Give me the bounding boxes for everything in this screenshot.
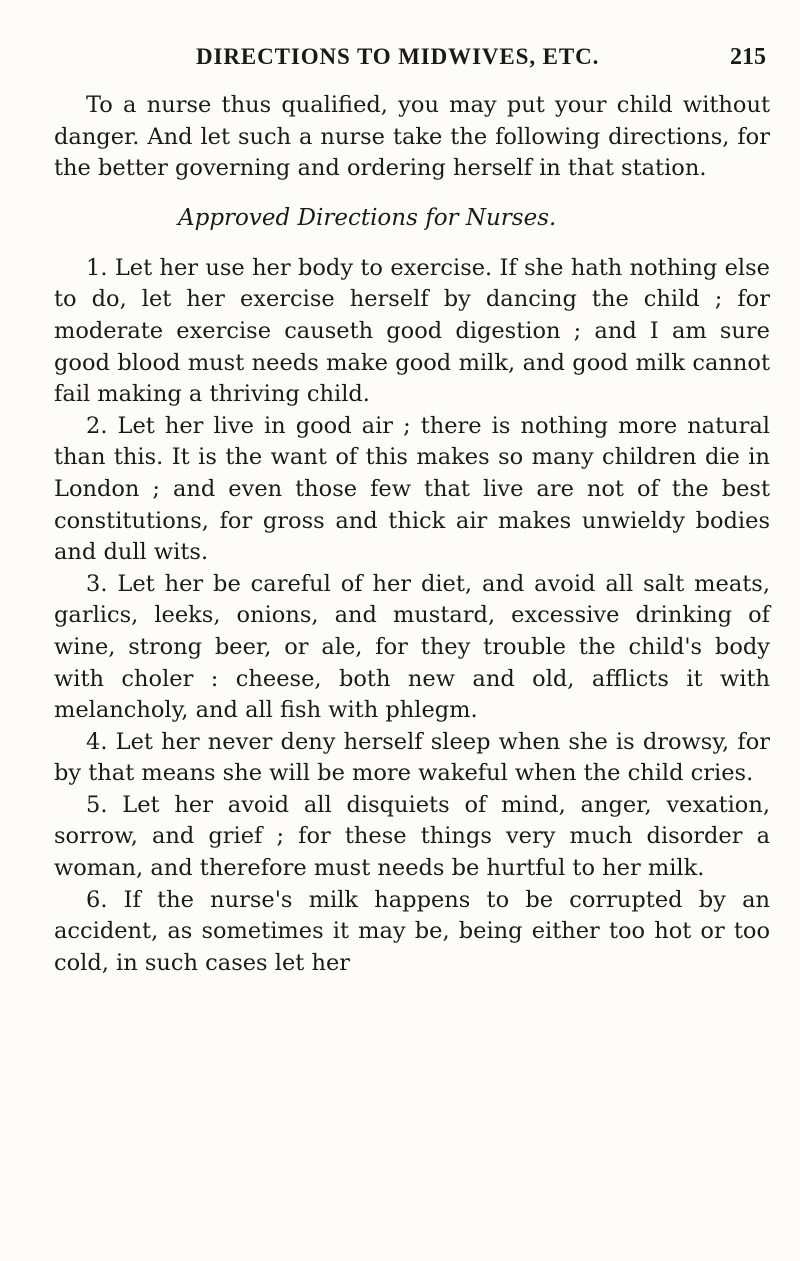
intro-paragraph: To a nurse thus qualified, you may put your child without danger. And let such a nurse take the following directions, for the better governing and ordering herself in that station.	[54, 92, 770, 182]
section-heading: Approved Directions for Nurses.	[178, 204, 557, 231]
direction-item-2: 2. Let her live in good air ; there is nothing more natural than this. It is the want of this makes so many children die in London ; and even those few that live are not of the best constitutions, for gross and thick air makes unwieldy bodies and dull wits.	[54, 412, 770, 566]
direction-item-1: 1. Let her use her body to exercise. If she hath nothing else to do, let her exercise herself by dancing the child ; for moderate exercise causeth good digestion ; and I am sure good blood must needs make good milk, and good milk cannot fail making a thriving child.	[54, 254, 770, 408]
running-header	[196, 44, 766, 74]
direction-item-5: 5. Let her avoid all disquiets of mind, anger, vexation, sorrow, and grief ; for these things very much disorder a woman, and therefore must needs be hurtful to her milk.	[54, 791, 770, 882]
direction-item-6: 6. If the nurse's milk happens to be corrupted by an accident, as sometimes it may be, being either too hot or too cold, in such cases let her	[54, 886, 770, 976]
page-number: 215	[730, 44, 766, 70]
body-text	[54, 90, 770, 979]
direction-item-4: 4. Let her never deny herself sleep when she is drowsy, for by that means she will be more wakeful when the child cries.	[54, 728, 770, 787]
running-title: DIRECTIONS TO MIDWIVES, ETC.	[196, 44, 600, 69]
direction-item-3: 3. Let her be careful of her diet, and avoid all salt meats, garlics, leeks, onions, and mustard, excessive drinking of wine, strong beer, or ale, for they trouble the child's body with choler : cheese, both new and old, afflicts it with melancholy, and all fish with phlegm.	[54, 570, 770, 724]
